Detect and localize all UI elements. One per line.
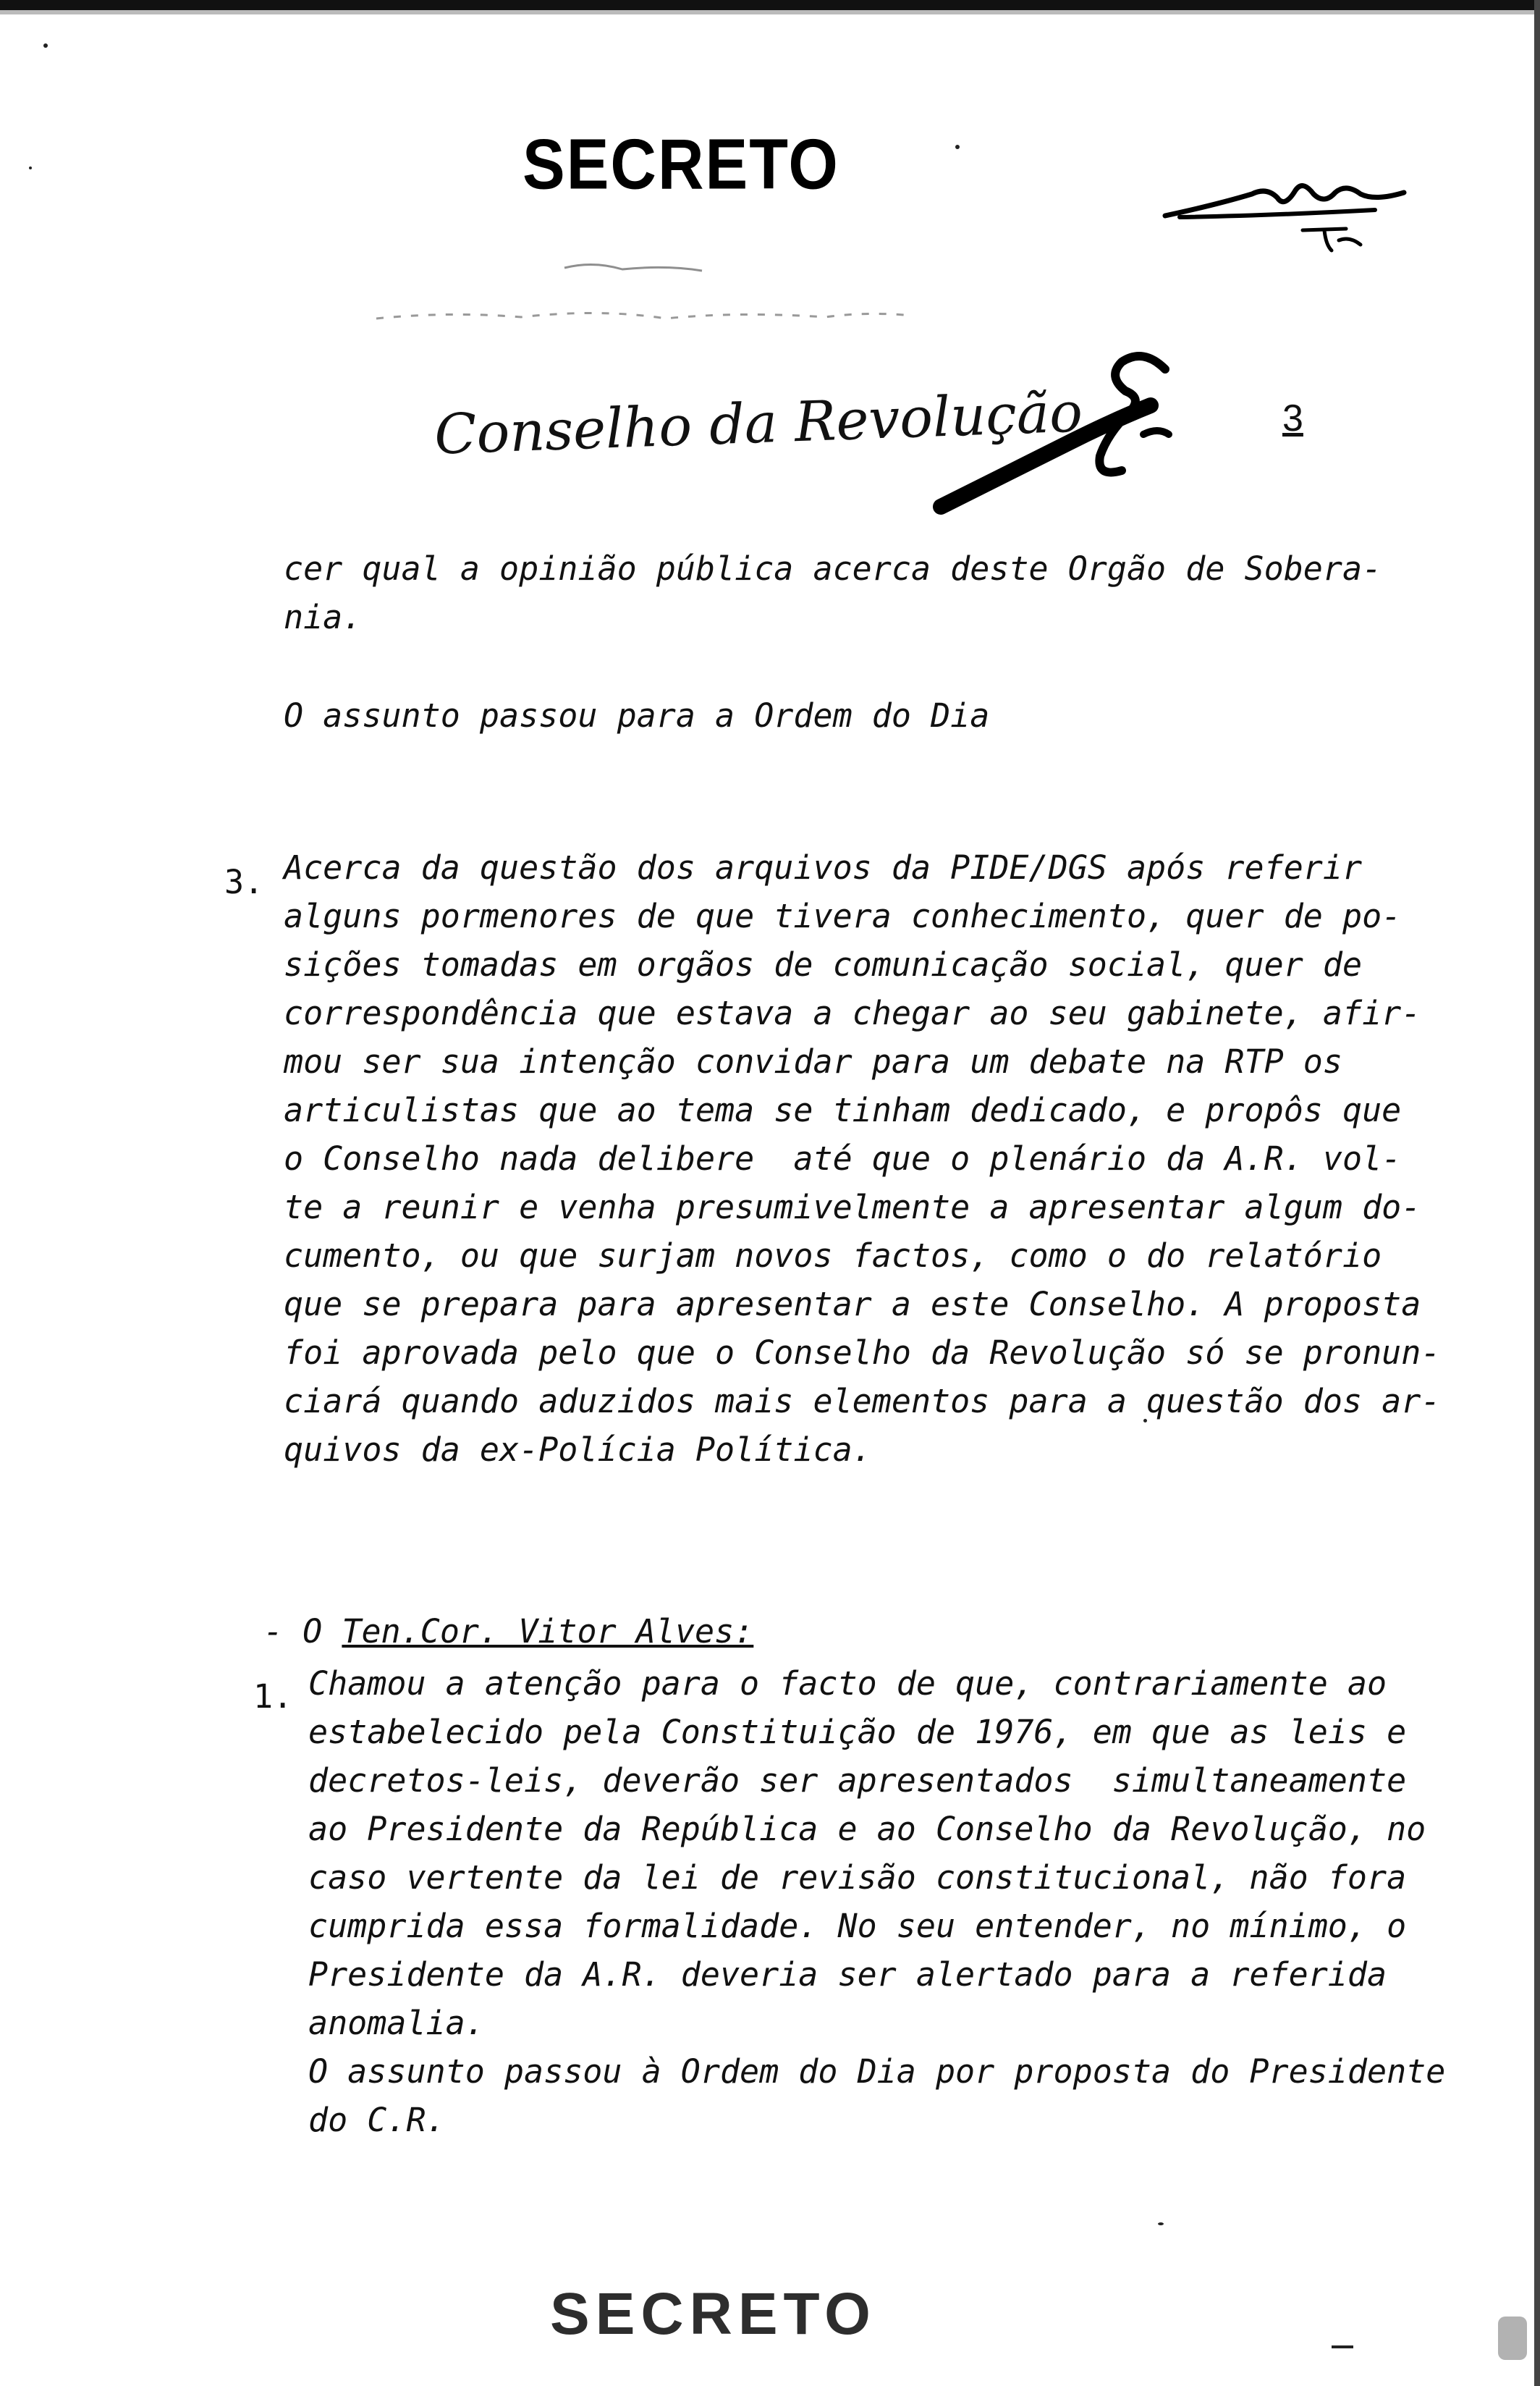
text-line: O assunto passou à Ordem do Dia por proposta do Presidente — [308, 2052, 1446, 2091]
letterhead-title: Conselho da Revolução — [433, 379, 1084, 467]
item-number: 3. — [224, 863, 264, 901]
scan-speck — [1332, 2345, 1353, 2348]
text-line: que se prepara para apresentar a este Conselho. A proposta — [284, 1285, 1421, 1323]
scan-speck — [1158, 2222, 1164, 2225]
agenda-note: O assunto passou para a Ordem do Dia — [284, 696, 990, 735]
text-line: alguns pormenores de que tivera conhecimento, quer de po- — [284, 897, 1402, 935]
text-line: ao Presidente da República e ao Conselho da Revolução, no — [308, 1810, 1426, 1848]
speaker-name: Ten.Cor. Vitor Alves: — [342, 1612, 754, 1651]
text-line: caso vertente da lei de revisão constitucional, não fora — [308, 1858, 1407, 1897]
scan-edge-top — [0, 0, 1540, 10]
text-line: correspondência que estava a chegar ao seu gabinete, afir- — [284, 994, 1421, 1032]
page-number: 3 — [1282, 397, 1303, 439]
text-line: sições tomadas em orgãos de comunicação social, quer de — [284, 945, 1363, 984]
text-line: te a reunir e venha presumivelmente a apresentar algum do- — [284, 1188, 1421, 1226]
scan-edge-right — [1534, 0, 1540, 2386]
text-line: Acerca da questão dos arquivos da PIDE/DGS após referir — [284, 848, 1363, 887]
text-line: quivos da ex-Polícia Política. — [284, 1430, 872, 1469]
item-number: 1. — [253, 1677, 293, 1716]
text-line: mou ser sua intenção convidar para um debate na RTP os — [284, 1042, 1342, 1081]
text-line: decretos-leis, deverão ser apresentados simultaneamente — [308, 1761, 1407, 1800]
classification-stamp-bottom: SECRETO — [550, 2281, 876, 2347]
signature-top-right — [1158, 165, 1418, 259]
text-line: Presidente da A.R. deveria ser alertado para a referida — [308, 1955, 1387, 1994]
item-body — [308, 1659, 1445, 2144]
text-line: cumprida essa formalidade. No seu entender, no mínimo, o — [308, 1907, 1407, 1945]
paragraph-continuation — [284, 544, 1382, 641]
text-line: anomalia. — [308, 2004, 485, 2042]
scan-speck — [1498, 2317, 1527, 2360]
text-line: cer qual a opinião pública acerca deste Orgão de Sobera- — [284, 549, 1382, 588]
text-line: nia. — [284, 598, 363, 636]
text-line: cumento, ou que surjam novos factos, como o do relatório — [284, 1236, 1382, 1275]
speaker-heading — [263, 1607, 753, 1656]
scan-speck — [29, 166, 32, 169]
text-line: foi aprovada pelo que o Conselho da Revolução só se pronun- — [284, 1333, 1441, 1372]
scan-speck — [43, 43, 48, 48]
speaker-prefix: - O — [263, 1612, 342, 1651]
text-line: articulistas que ao tema se tinham dedicado, e propôs que — [284, 1091, 1402, 1129]
text-line: estabelecido pela Constituição de 1976, em que as leis e — [308, 1713, 1407, 1751]
smudge-marks — [362, 239, 941, 333]
text-line: Chamou a atenção para o facto de que, contrariamente ao — [308, 1664, 1387, 1703]
item-body — [284, 843, 1440, 1474]
text-line: o Conselho nada delibere até que o plenário da A.R. vol- — [284, 1139, 1402, 1178]
text-line: ciará quando aduzidos mais elementos para a questão dos ar- — [284, 1382, 1441, 1420]
text-line: do C.R. — [308, 2101, 446, 2139]
scan-edge-shadow — [0, 10, 1540, 14]
classification-stamp-top: SECRETO — [522, 124, 839, 204]
scan-speck — [955, 145, 960, 149]
signature-initial — [926, 340, 1201, 521]
